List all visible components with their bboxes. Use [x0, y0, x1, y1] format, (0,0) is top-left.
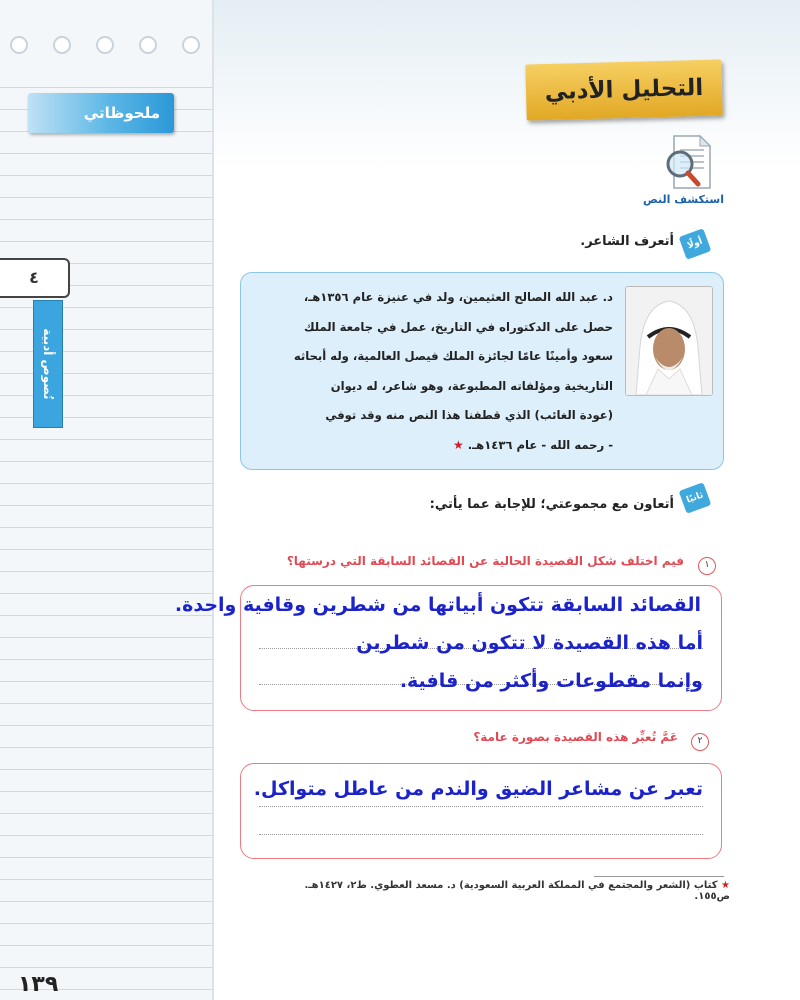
section-heading-second: أتعاون مع مجموعتي؛ للإجابة عما يأتي:	[429, 497, 674, 512]
question-text: فيم اختلف شكل القصيدة الحالية عن القصائد السابقة التي درستها؟	[286, 554, 684, 568]
notes-sidebar	[0, 0, 214, 1000]
question-number: ٢	[691, 733, 709, 751]
poet-portrait	[625, 286, 713, 396]
poet-info-box	[240, 272, 724, 470]
notes-label: ملحوظاتي	[28, 93, 174, 133]
main-content	[174, 0, 800, 1000]
poet-bio-line	[251, 431, 613, 461]
binder-hole	[53, 36, 71, 54]
poet-bio-line: (عودة الغائب) الذي قطفنا هذا النص منه وقد توفي	[325, 408, 613, 422]
binder-hole	[139, 36, 157, 54]
handwritten-answer-line: وإنما مقطوعات وأكثر من قافية.	[399, 670, 703, 692]
footnote-star-icon: ★	[452, 437, 464, 452]
answer-dotted-line	[259, 806, 703, 807]
footnote-divider	[594, 876, 724, 877]
footnote-text: كتاب (الشعر والمجتمع في المملكة العربية السعودية) د. مسعد العطوي. ط٢، ١٤٢٧هـ. ص١٥٥.	[304, 880, 730, 902]
poet-portrait-image	[626, 287, 712, 395]
poet-biography	[251, 283, 613, 460]
poet-bio-line: حصل على الدكتوراه في التاريخ، عمل في جامعة الملك	[303, 319, 613, 334]
page-title: التحليل الأدبي	[525, 59, 722, 120]
footnote-star-icon: ★	[721, 880, 730, 891]
answer-box[interactable]	[174, 585, 722, 711]
explore-label: استكشف النص	[643, 193, 724, 206]
binder-hole	[96, 36, 114, 54]
poet-bio-last-line: - رحمه الله - عام ١٤٣٦هـ.	[467, 437, 613, 452]
unit-title-tab	[33, 300, 63, 428]
binder-hole	[182, 36, 200, 54]
question-number: ١	[698, 557, 716, 575]
answer-box[interactable]	[240, 763, 722, 859]
handwritten-answer-line: تعبر عن مشاعر الضيق والندم من عاطل متواكل.	[253, 778, 703, 800]
handwritten-answer-line: القصائد السابقة تتكون أبياتها من شطرين وقافية واحدة.	[174, 594, 701, 616]
unit-title: نُصوص أدبية	[41, 328, 55, 400]
unit-number: ٤	[0, 258, 70, 298]
poet-bio-line: د. عبد الله الصالح العثيمين، ولد في عنيزة عام ١٣٥٦هـ،	[303, 290, 613, 304]
handwritten-answer-line: أما هذه القصيدة لا تتكون من شطرين	[356, 632, 703, 654]
question-text: عَمَّ تُعبِّر هذه القصيدة بصورة عامة؟	[473, 730, 678, 744]
section-badge-first: أولًا	[679, 228, 712, 259]
binder-hole	[10, 36, 28, 54]
explore-text-icon	[660, 134, 716, 190]
poet-bio-line: التاريخية ومؤلفاته المطبوعة، وهو شاعر، له ديوان	[330, 378, 613, 393]
binder-holes	[10, 36, 200, 54]
footnote	[274, 880, 730, 902]
section-badge-second: ثانيًا	[679, 482, 712, 513]
answer-dotted-line	[259, 834, 703, 835]
page-number: ١٣٩	[18, 972, 59, 997]
poet-bio-line: سعود وأمينًا عامًا لجائزة الملك فيصل العالمية، وله أبحاثه	[293, 349, 613, 363]
section-heading-first: أتعرف الشاعر.	[580, 234, 674, 249]
